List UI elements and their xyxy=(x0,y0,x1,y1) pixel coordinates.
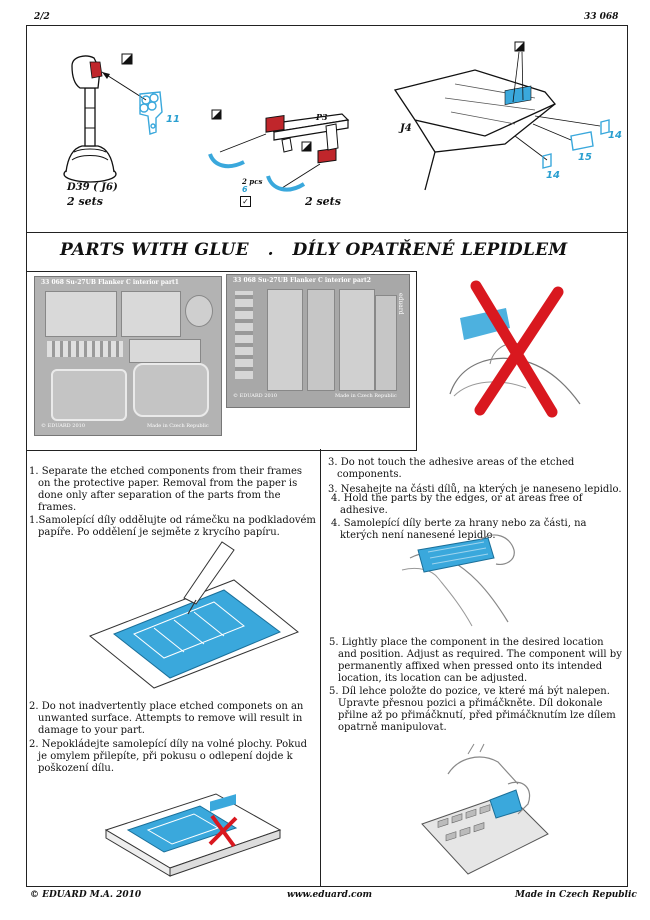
part-label-j4: J4 xyxy=(400,123,412,134)
two-pcs-label: 2 pcs xyxy=(242,177,263,186)
divider-top xyxy=(26,232,627,233)
step5-czech: 5. Díl lehce položte do pozice, ve které má být nalepen. Upravte přesnou pozici a přimáčkněte. Díl dokonale přilne až po přimáčknutí, před přimáčknutím lze dílem opatrně manipulovat. xyxy=(329,686,616,733)
footer-copyright: © EDUARD M.A. 2010 xyxy=(30,890,142,900)
sheet1-panel-c xyxy=(129,339,201,363)
sheet2-panel-d xyxy=(375,295,397,391)
sheet1-strip-parts xyxy=(47,341,123,357)
hold-by-edges-illustration xyxy=(398,530,538,630)
etch-sheet-part2 xyxy=(226,274,410,408)
sheet1-copyright: © EDUARD 2010 xyxy=(41,423,86,429)
j4-console-illustration xyxy=(395,40,625,190)
sheet1-frame-left xyxy=(51,369,127,421)
sheet1-panel-b xyxy=(121,291,181,337)
sheet2-brand: eduard xyxy=(397,293,404,315)
step3-block xyxy=(328,457,626,496)
do-not-touch-illustration xyxy=(430,284,600,424)
sheet1-round-part xyxy=(185,295,213,327)
step1-english: 1. Separate the etched components from their frames on the protective paper. Removal from the paper is done only after separation of the parts from the frames. xyxy=(29,466,303,513)
divider-middle xyxy=(320,449,321,886)
checkbox-icon: ✓ xyxy=(240,196,251,207)
section-title: PARTS WITH GLUE . DÍLY OPATŘENÉ LEPIDLEM xyxy=(60,240,568,260)
step3-english: 3. Do not touch the adhesive areas of the etched components. xyxy=(328,457,575,480)
step1-czech: 1.Samolepící díly oddělujte od rámečku na podkladovém papíře. Po oddělení je sejměte z krycího papíru. xyxy=(29,515,316,538)
sets-label-left: 2 sets xyxy=(67,195,103,208)
place-component-illustration xyxy=(418,744,578,884)
sheet1-made-in: Made in Czech Republic xyxy=(147,423,209,429)
sheet2-copyright: © EDUARD 2010 xyxy=(233,393,278,399)
part-number-15: 15 xyxy=(578,152,592,163)
product-code: 33 068 xyxy=(584,12,619,22)
sheet1-title: 33 068 Su-27UB Flanker C interior part1 xyxy=(41,279,179,286)
etch-sheet-part1 xyxy=(34,276,222,436)
step4-english: 4. Hold the parts by the edges, or at areas free of adhesive. xyxy=(331,493,583,516)
sheet2-title: 33 068 Su-27UB Flanker C interior part2 xyxy=(233,277,371,284)
sheet2-panel-a xyxy=(267,289,303,391)
sheet2-panel-b xyxy=(307,289,335,391)
step2-czech: 2. Nepokládejte samolepící díly na volné plochy. Pokud je omylem přilepíte, při pokusu o odlepení dojde k poškození dílu. xyxy=(29,739,308,774)
part-label-d39: D39 ( J6) xyxy=(67,182,118,193)
step4-czech: 4. Samolepící díly berte za hrany nebo za části, na kterých není nanesené lepidlo. xyxy=(331,518,587,541)
part-number-6: 6 xyxy=(242,185,248,194)
sets-label-mid: 2 sets xyxy=(305,195,341,208)
part-label-p3: P3 xyxy=(316,112,328,122)
step2-english: 2. Do not inadvertently place etched componets on an unwanted surface. Attempts to remove will result in damage to your part. xyxy=(29,701,304,736)
sheet2-made-in: Made in Czech Republic xyxy=(335,393,397,399)
part-number-14-right: 14 xyxy=(608,130,622,141)
footer-website: www.eduard.com xyxy=(287,890,373,900)
step5-block xyxy=(329,637,625,734)
sheet2-small-parts xyxy=(235,291,253,379)
step3-czech: 3. Nesahejte na části dílů, na kterých je naneseno lepidlo. xyxy=(328,484,622,495)
step1-block xyxy=(29,466,317,539)
sheet1-panel-a xyxy=(45,291,117,337)
p3-assembly-illustration xyxy=(210,104,360,204)
page-number: 2/2 xyxy=(34,12,50,22)
step2-block xyxy=(29,701,319,775)
part-number-11: 11 xyxy=(166,114,180,125)
sheet2-panel-c xyxy=(339,289,375,391)
sheet1-frame-right xyxy=(133,363,209,417)
unwanted-surface-illustration xyxy=(104,790,284,880)
part-number-14-bottom: 14 xyxy=(546,170,560,181)
cutting-illustration xyxy=(84,540,304,690)
step5-english: 5. Lightly place the component in the desired location and position. Adjust as required. The component will by permanently affixed when pressed onto its intended location, its location can be adjusted. xyxy=(329,637,622,684)
footer-made-in: Made in Czech Republic xyxy=(515,890,637,900)
